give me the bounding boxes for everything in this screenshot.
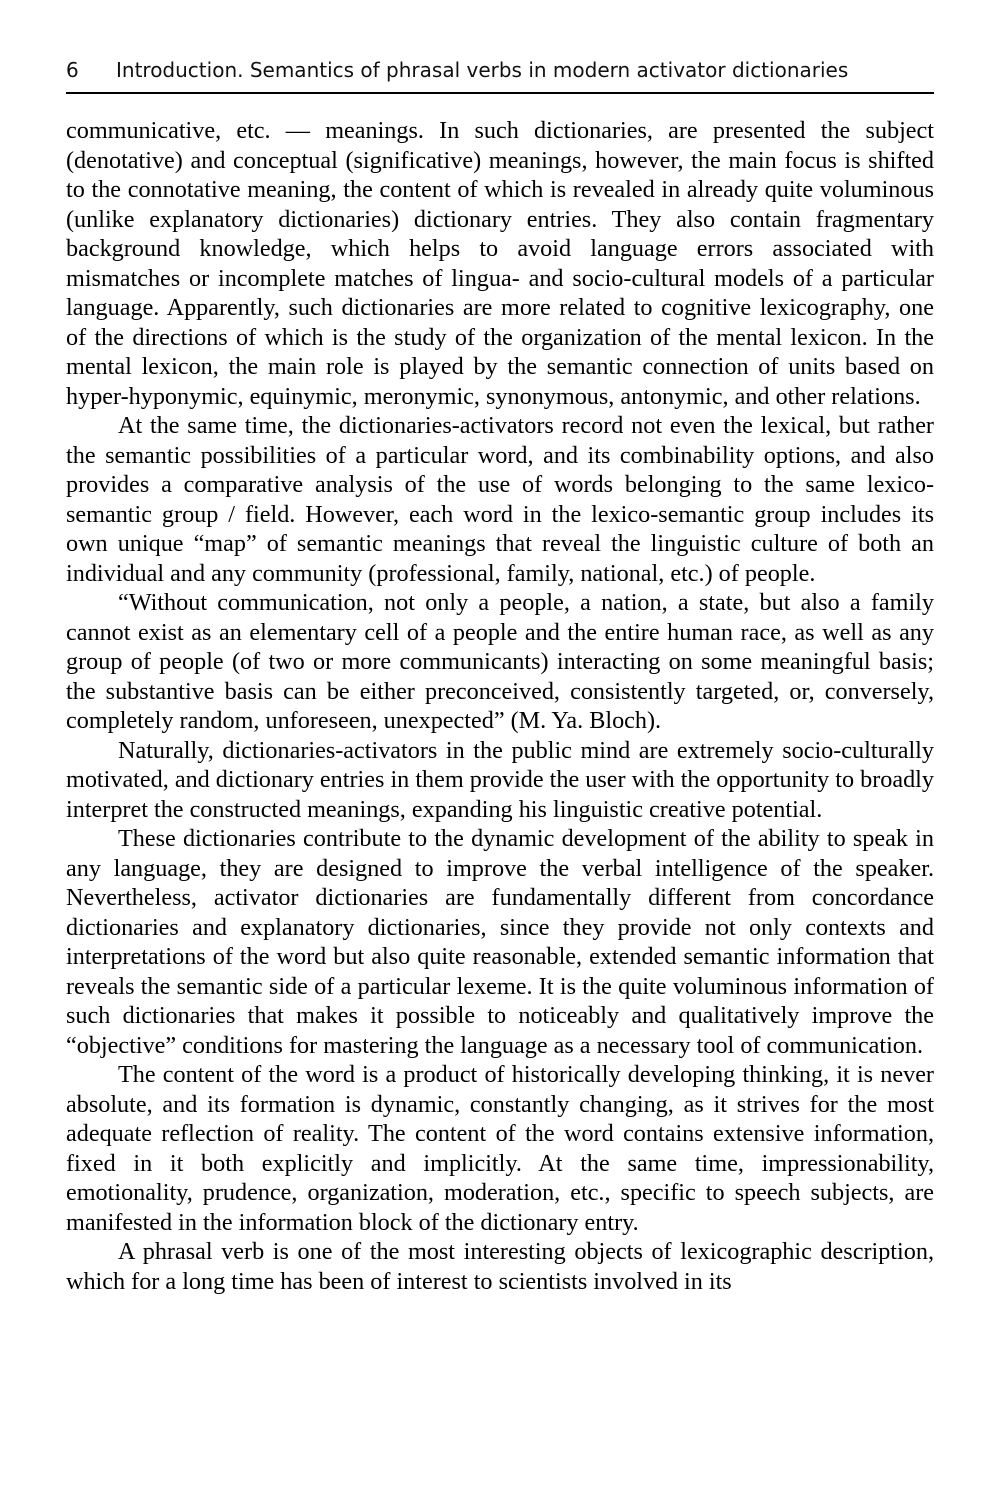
body-text <box>66 116 934 1296</box>
paragraph-6: The content of the word is a product of historically developing thinking, it is never absolute, and its formation is dynamic, constantly changing, as it strives for the most adequate reflection of reality. The content of the word contains extensive information, fixed in it both explicitly and implicitly. At the same time, impressionability, emotionality, prudence, organization, moderation, etc., specific to speech subjects, are manifested in the information block of the dictionary entry. <box>66 1061 934 1236</box>
paragraph-3-quotation: “Without communication, not only a people, a nation, a state, but also a family cannot exist as an elementary cell of a people and the entire human race, as well as any group of people (of two or more communicants) interacting on some meaningful basis; the substantive basis can be either preconceived, consistently targeted, or, conversely, completely random, unforeseen, unexpected” (M. Ya. Bloch). <box>66 589 934 734</box>
paragraph-7: A phrasal verb is one of the most interesting objects of lexicographic description, which for a long time has been of interest to scientists involved in its <box>66 1238 934 1295</box>
paragraph-2: At the same time, the dictionaries-activators record not even the lexical, but rather the semantic possibilities of a particular word, and its combinability options, and also provides a comparative analysis of the use of words belonging to the same lexico-semantic group / field. However, each word in the lexico-semantic group includes its own unique “map” of semantic meanings that reveal the linguistic culture of both an individual and any community (professional, family, national, etc.) of people. <box>66 412 934 587</box>
page-number: 6 <box>66 58 79 82</box>
running-title: Introduction. Semantics of phrasal verbs in modern activator dictionaries <box>116 58 849 82</box>
running-header <box>66 58 934 94</box>
paragraph-1: communicative, etc. — meanings. In such dictionaries, are presented the subject (denotative) and conceptual (significative) meanings, however, the main focus is shifted to the connotative meaning, the content of which is revealed in already quite voluminous (unlike explanatory dictionaries) dictionary entries. They also contain fragmentary background knowledge, which helps to avoid language errors associated with mismatches or incomplete matches of lingua- and socio-cultural models of a particular language. Apparently, such dictionaries are more related to cognitive lexicography, one of the directions of which is the study of the organization of the mental lexicon. In the mental lexicon, the main role is played by the semantic connection of units based on hyper-hyponymic, equinymic, meronymic, synonymous, antonymic, and other relations. <box>66 117 934 410</box>
paragraph-4: Naturally, dictionaries-activators in the public mind are extremely socio-culturally motivated, and dictionary entries in them provide the user with the opportunity to broadly interpret the constructed meanings, expanding his linguistic creative potential. <box>66 736 934 823</box>
paragraph-5: These dictionaries contribute to the dynamic development of the ability to speak in any language, they are designed to improve the verbal intelligence of the speaker. Nevertheless, activator dictionaries are fundamentally different from concordance dictionaries and explanatory dictionaries, since they provide not only contexts and interpretations of the word but also quite reasonable, extended semantic information that reveals the semantic side of a particular lexeme. It is the quite voluminous information of such dictionaries that makes it possible to noticeably and qualitatively improve the “objective” conditions for mastering the language as a necessary tool of communication. <box>66 825 934 1059</box>
